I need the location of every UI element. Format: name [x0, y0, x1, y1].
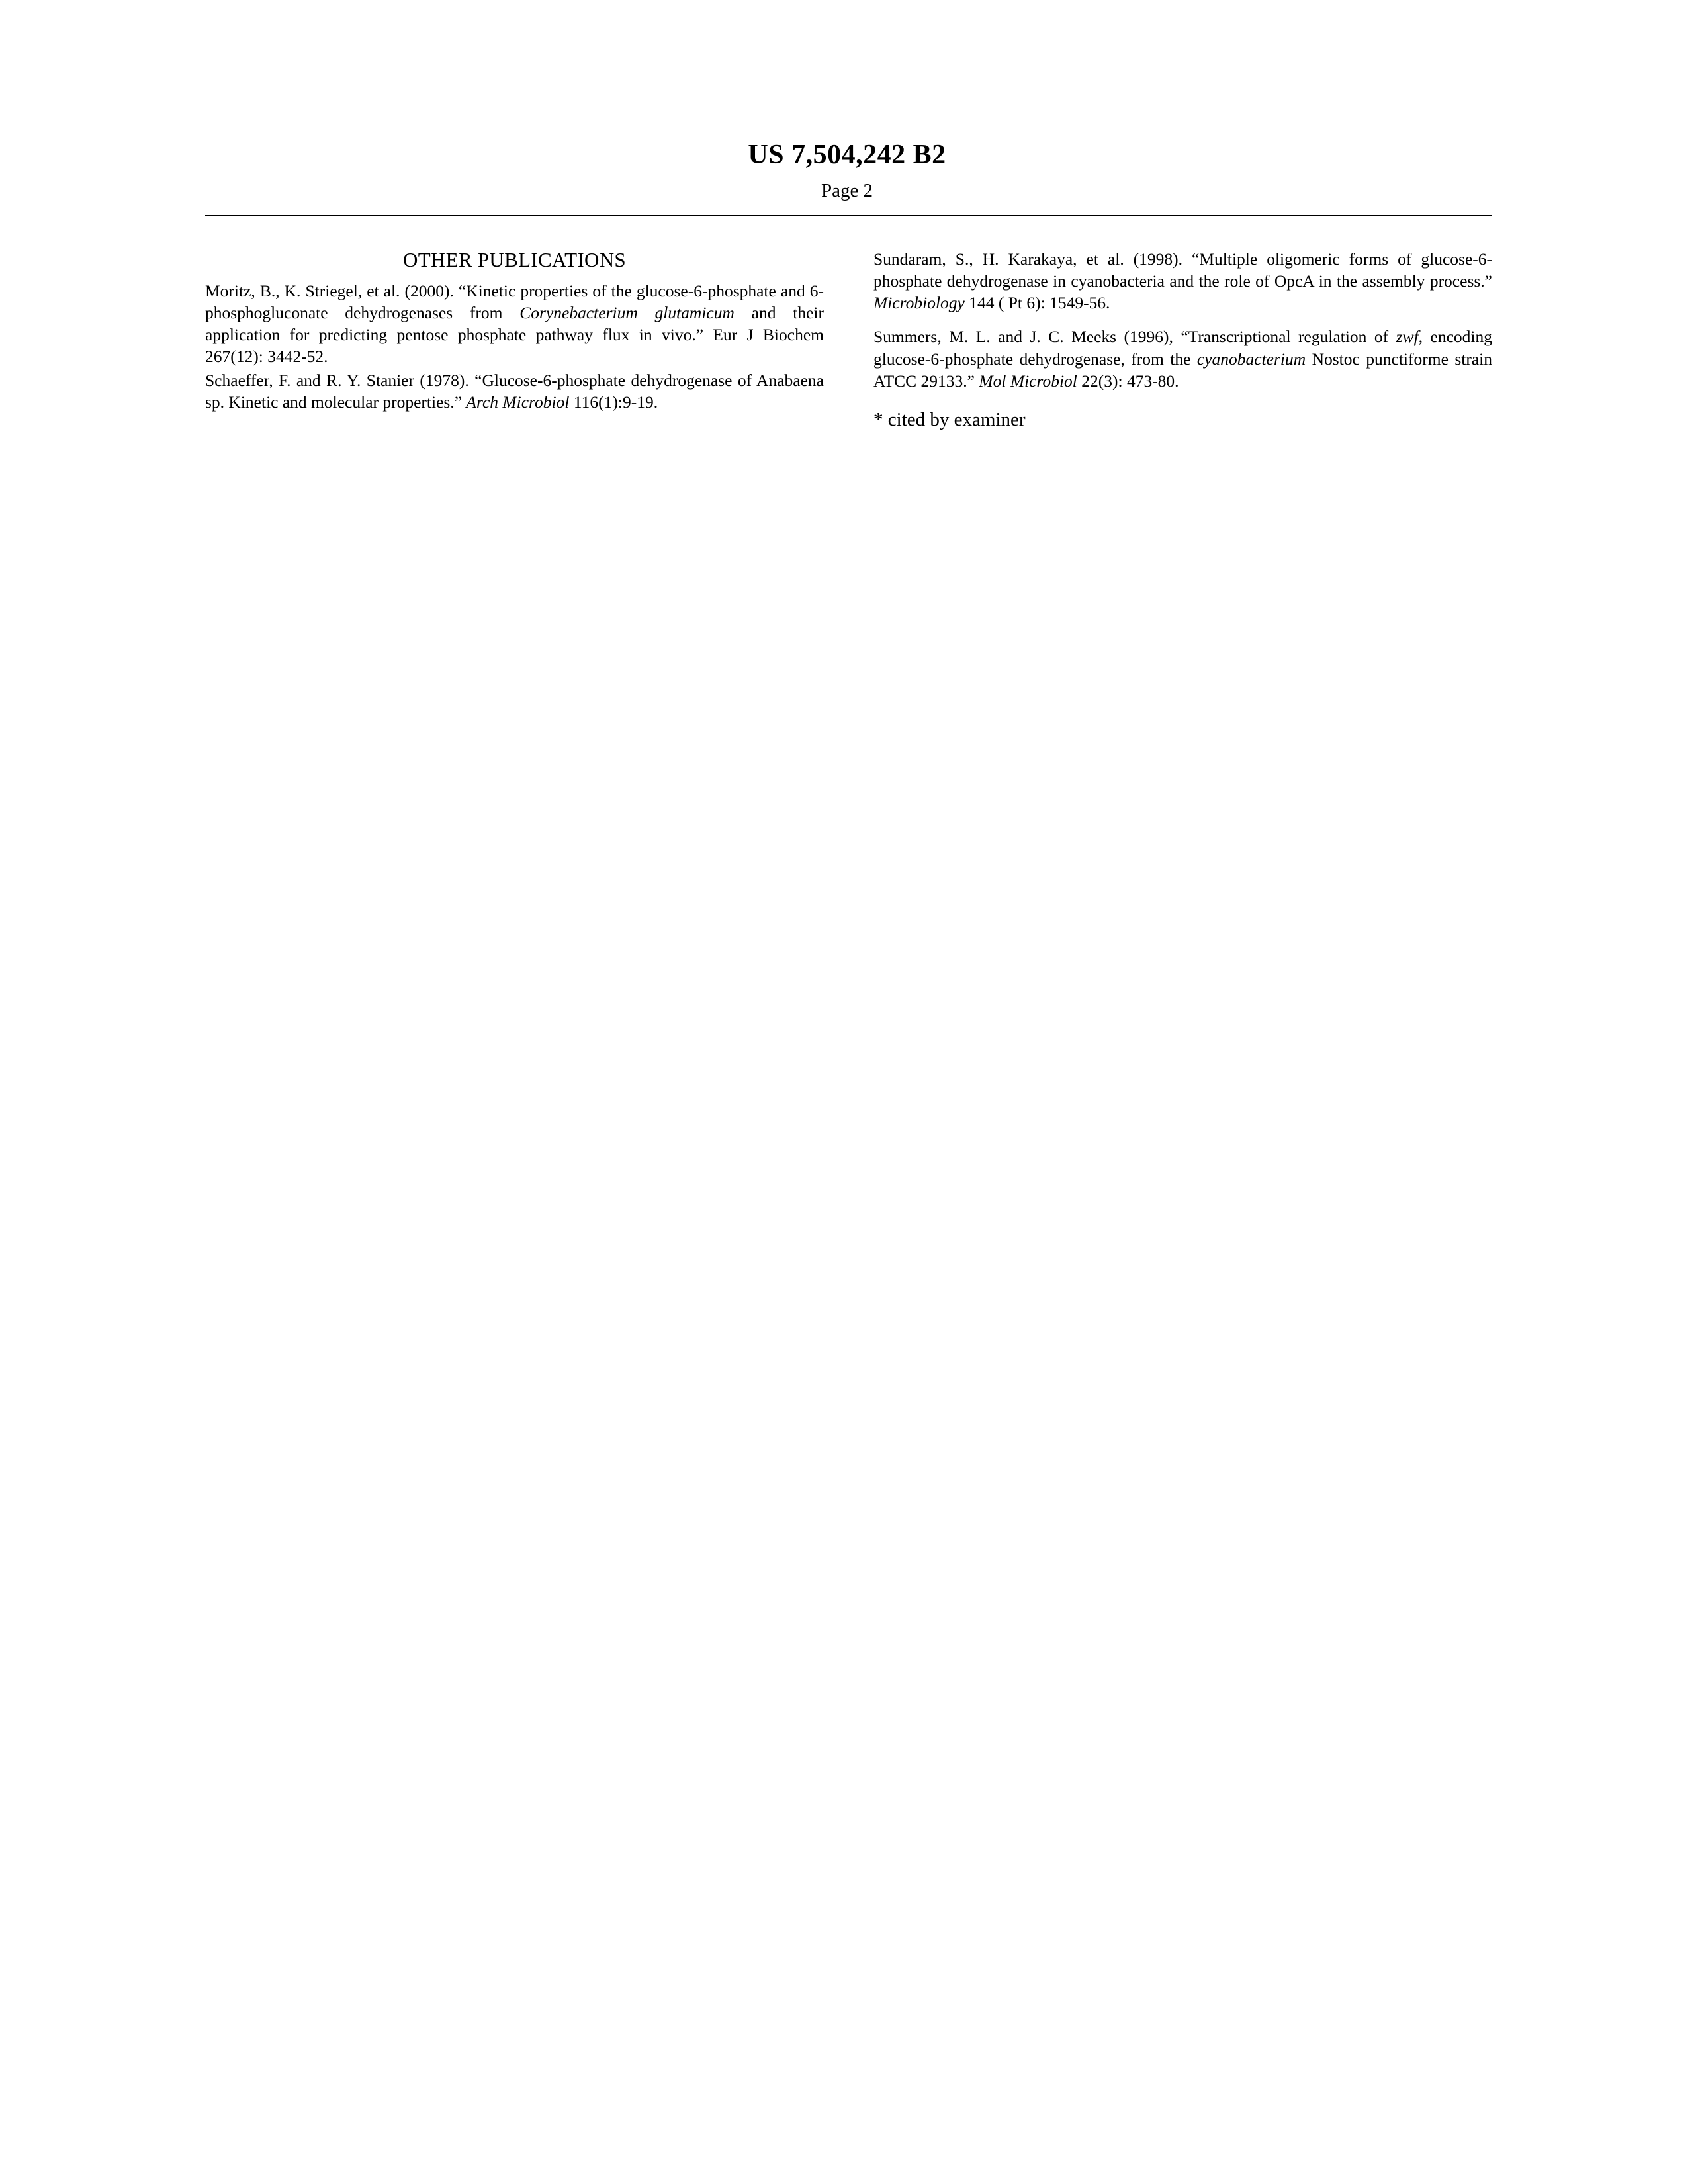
reference-text: Moritz, B., K. Striegel, et al. (2000). “Kinetic properties of the glucose-6-phosphate and 6-phosphogluconate dehydrogenases from	[205, 281, 824, 323]
reference-italic-text: zwf	[1396, 327, 1419, 347]
page-header	[0, 139, 1694, 171]
reference-text: 116(1):9-19.	[569, 392, 658, 412]
reference-text: 22(3): 473-80.	[1077, 371, 1179, 390]
reference-italic-text: Mol Microbiol	[979, 371, 1077, 390]
reference-text: and their application for predicting pentose phosphate pathway flux in vivo.” Eur J Biochem 267(12): 3442-52.	[205, 303, 824, 367]
content-columns	[205, 248, 1492, 431]
reference-entry	[873, 248, 1492, 314]
section-title-other-publications: OTHER PUBLICATIONS	[403, 248, 626, 271]
reference-text: Schaeffer, F. and R. Y. Stanier (1978). “Glucose-6-phosphate dehydrogenase of Anabaena sp. Kinetic and molecular properties.”	[205, 370, 824, 412]
reference-text: Summers, M. L. and J. C. Meeks (1996), “Transcriptional regulation of	[873, 327, 1396, 347]
patent-number: US 7,504,242 B2	[748, 140, 946, 170]
reference-italic-text: Corynebacterium glutamicum	[519, 303, 735, 323]
left-column	[205, 248, 824, 431]
reference-entry	[205, 369, 824, 413]
page-label: Page 2	[821, 180, 873, 201]
header-divider	[205, 215, 1492, 216]
reference-entry	[205, 280, 824, 368]
reference-text: 144 ( Pt 6): 1549-56.	[964, 293, 1110, 313]
right-column	[873, 248, 1492, 431]
cited-by-examiner-note: * cited by examiner	[873, 408, 1026, 430]
reference-italic-text: Arch Microbiol	[466, 392, 570, 412]
reference-italic-text: Microbiology	[873, 293, 965, 313]
reference-text: Sundaram, S., H. Karakaya, et al. (1998). “Multiple oligomeric forms of glucose-6-phosphate dehydrogenase in cyanobacteria and the role of OpcA in the assembly process.”	[873, 250, 1492, 291]
reference-text: Nostoc punctiforme strain ATCC 29133.”	[873, 349, 1492, 390]
reference-text: , encoding glucose-6-phosphate dehydrogenase, from the	[873, 327, 1492, 369]
reference-entry	[873, 326, 1492, 391]
reference-italic-text: cyanobacterium	[1196, 349, 1306, 369]
